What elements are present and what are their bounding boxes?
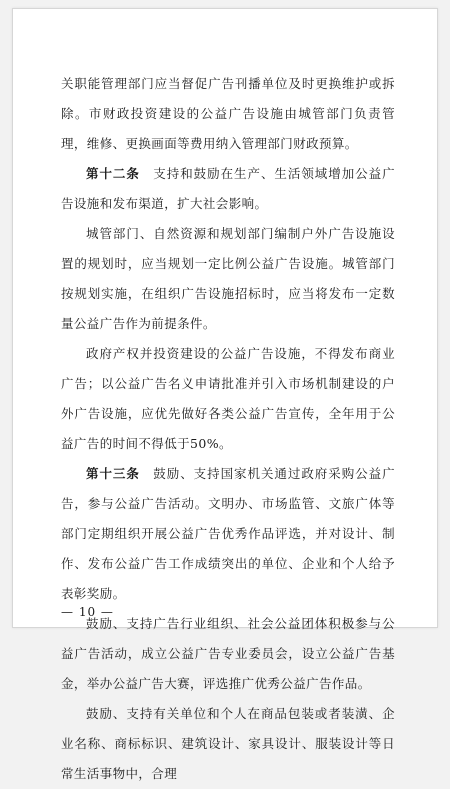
- paragraph-text: 政府产权并投资建设的公益广告设施，不得发布商业广告；以公益广告名义申请批准并引入市场机制建设的户外广告设施，应优先做好各类公益广告宣传，全年用于公益广告的时间不得低于50%。: [61, 346, 395, 451]
- body-paragraph: [61, 609, 395, 699]
- paragraph-text: 支持和鼓励在生产、生活领域增加公益广告设施和发布渠道，扩大社会影响。: [61, 166, 395, 211]
- body-paragraph: [61, 339, 395, 459]
- page-number: — 10 —: [61, 605, 114, 619]
- paragraph-text: 鼓励、支持有关单位和个人在商品包装或者装潢、企业名称、商标标识、建筑设计、家具设计、服装设计等日常生活事物中，合理: [61, 706, 395, 781]
- paragraph-text: 城管部门、自然资源和规划部门编制户外广告设施设置的规划时，应当规划一定比例公益广告设施。城管部门按规划实施，在组织广告设施招标时，应当将发布一定数量公益广告作为前提条件。: [61, 226, 395, 331]
- body-paragraph: [61, 219, 395, 339]
- body-paragraph: [61, 699, 395, 789]
- document-page: [12, 8, 438, 781]
- body-paragraph: [61, 69, 395, 159]
- paragraph-text: 鼓励、支持广告行业组织、社会公益团体积极参与公益广告活动，成立公益广告专业委员会，设立公益广告基金，举办公益广告大赛，评选推广优秀公益广告作品。: [61, 616, 395, 691]
- article-number: 第十二条: [86, 166, 140, 181]
- paragraph-text: 鼓励、支持国家机关通过政府采购公益广告，参与公益广告活动。文明办、市场监管、文旅广体等部门定期组织开展公益广告优秀作品评选，并对设计、制作、发布公益广告工作成绩突出的单位、企业和个人给予表彰奖励。: [61, 466, 395, 601]
- body-paragraph: [61, 159, 395, 219]
- document-body: [61, 69, 395, 789]
- paragraph-text: 关职能管理部门应当督促广告刊播单位及时更换维护或拆除。市财政投资建设的公益广告设施由城管部门负责管理，维修、更换画面等费用纳入管理部门财政预算。: [61, 76, 395, 151]
- body-paragraph: [61, 459, 395, 609]
- article-number: 第十三条: [86, 466, 140, 481]
